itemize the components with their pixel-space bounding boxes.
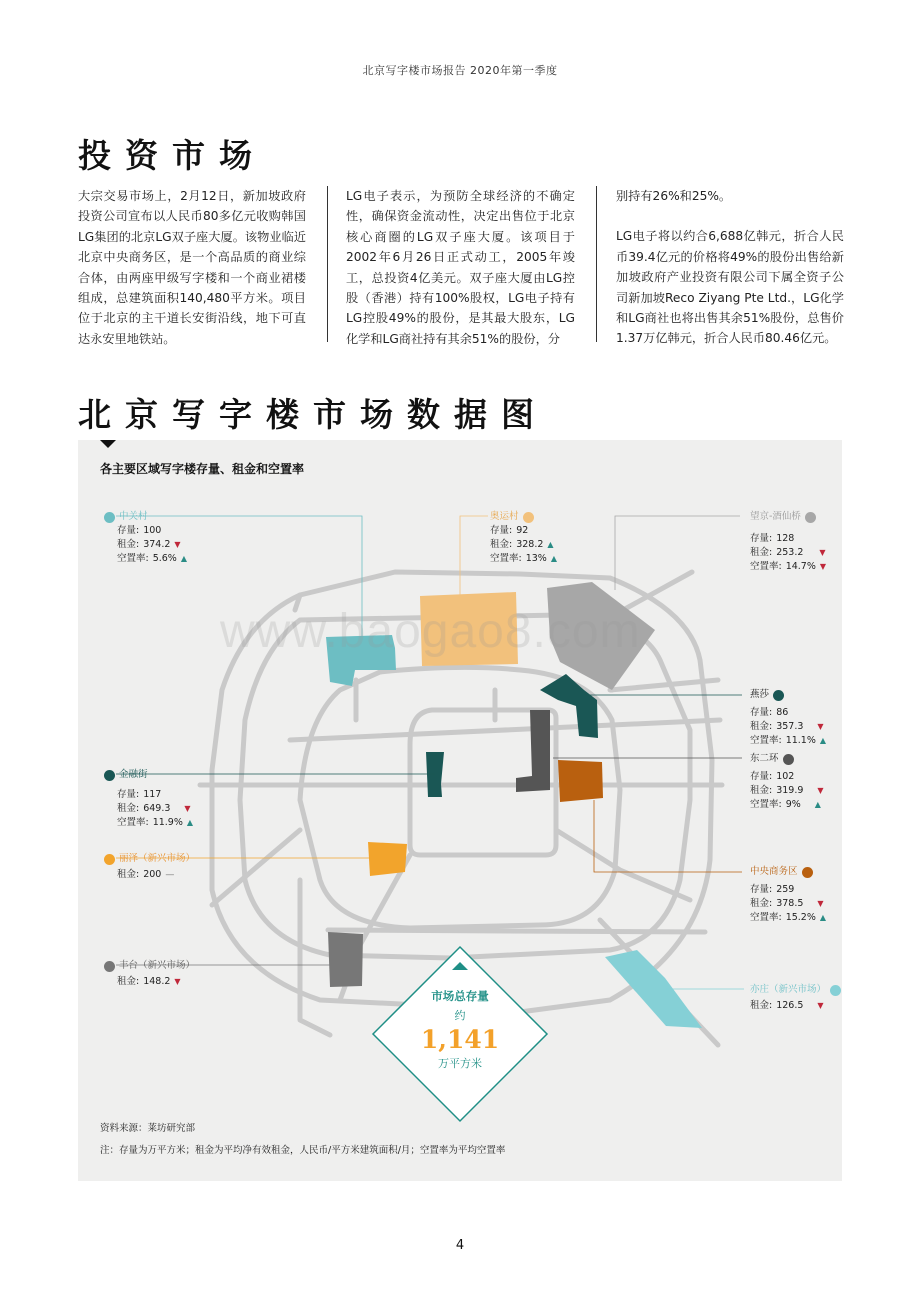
rent-value: 357.3 [776, 721, 804, 732]
dot-icon [830, 985, 841, 996]
rent-value: 253.2 [776, 547, 804, 558]
trend-down-icon: ▼ [817, 1001, 824, 1010]
rent-value: 200 [143, 869, 162, 880]
vacancy-value: 11.1% [785, 735, 816, 746]
district-name: 金融街 [119, 769, 148, 780]
stock-label: 存量: [117, 525, 140, 536]
total-title: 市场总存量 [431, 989, 489, 1003]
rent-label: 租金: [490, 539, 513, 550]
paragraph-text: 大宗交易市场上，2月12日，新加坡政府投资公司宣布以人民币80多亿元收购韩国LG集团的北京LG双子座大厦。该物业临近北京中央商务区，是一个高品质的商业综合体，由两座甲级写字楼和一个商业裙楼组成，总建筑面积140,480平方米。项目位于北京的主干道长安街沿线，地下可直达永安里地铁站。 [78, 189, 306, 346]
vacancy-value: 11.9% [152, 817, 183, 828]
dot-icon [104, 961, 115, 972]
trend-down-icon: ▼ [184, 804, 191, 813]
label-dongerhuan [750, 752, 824, 812]
dot-icon [805, 512, 816, 523]
district-name: 望京-酒仙桥 [750, 511, 801, 522]
dot-icon [104, 854, 115, 865]
dot-icon [523, 512, 534, 523]
label-fengtai [104, 959, 195, 989]
trend-flat-icon: — [165, 870, 175, 880]
trend-down-icon: ▼ [817, 899, 824, 908]
dot-icon [773, 690, 784, 701]
trend-down-icon: ▼ [819, 548, 826, 557]
rent-label: 租金: [750, 547, 773, 558]
rent-label: 租金: [117, 539, 140, 550]
rent-label: 租金: [117, 976, 140, 987]
stock-value: 259 [776, 884, 795, 895]
label-yansha [750, 688, 826, 748]
trend-down-icon: ▼ [817, 722, 824, 731]
stock-label: 存量: [117, 789, 140, 800]
rent-value: 378.5 [776, 898, 804, 909]
map-title: 各主要区域写字楼存量、租金和空置率 [100, 462, 305, 476]
vacancy-label: 空置率: [750, 561, 782, 572]
district-name: 中关村 [119, 511, 148, 522]
trend-down-icon: ▼ [819, 562, 827, 571]
district-shape-fengtai [328, 932, 363, 987]
district-name: 丰台（新兴市场） [119, 960, 196, 971]
stock-value: 117 [143, 789, 162, 800]
trend-up-icon: ▲ [819, 736, 827, 745]
dot-icon [783, 754, 794, 765]
district-name: 奥运村 [490, 511, 519, 522]
vacancy-label: 空置率: [750, 799, 782, 810]
stock-label: 存量: [750, 771, 773, 782]
district-name: 东二环 [750, 753, 779, 764]
rent-value: 319.9 [776, 785, 804, 796]
label-aoyuncun [490, 510, 557, 566]
trend-up-icon: ▲ [814, 800, 821, 809]
label-lize [104, 852, 195, 882]
total-value: 1,141 [420, 1025, 500, 1054]
paragraph-text: LG电子将以约合6,688亿韩元，折合人民币39.4亿元的价格将49%的股份出售给新加坡政府产业投资有限公司下属全资子公司新加坡Reco Ziyang Pte Ltd.，LG化学和LG商社也将出售其余51%股份，总售价1.37万亿韩元，折合人民币80.46亿元。 [616, 229, 844, 346]
trend-down-icon: ▼ [817, 786, 824, 795]
paragraph-text: 别持有26%和25%。 [616, 189, 732, 203]
trend-up-icon: ▲ [180, 554, 187, 563]
district-name: 亦庄（新兴市场） [750, 984, 827, 995]
rent-value: 328.2 [516, 539, 544, 550]
dot-icon [104, 770, 115, 781]
trend-up-icon: ▲ [186, 818, 194, 827]
district-name: 丽泽（新兴市场） [119, 853, 196, 864]
dot-icon [104, 512, 115, 523]
rent-value: 374.2 [143, 539, 171, 550]
section-title-investment: 投资市场 [78, 136, 266, 175]
vacancy-label: 空置率: [117, 817, 149, 828]
stock-value: 86 [776, 707, 789, 718]
trend-up-icon: ▲ [550, 554, 557, 563]
total-unit: 万平方米 [438, 1057, 482, 1070]
rent-label: 租金: [750, 785, 773, 796]
total-approx: 约 [454, 1009, 466, 1022]
dot-icon [802, 867, 813, 878]
label-jinrongjie [104, 768, 193, 830]
stock-label: 存量: [490, 525, 513, 536]
label-wangjing [750, 510, 826, 574]
stock-value: 100 [143, 525, 162, 536]
label-cbd [750, 865, 826, 925]
district-shape-dongerhuan [516, 710, 550, 792]
vacancy-value: 13% [525, 553, 547, 564]
rent-label: 租金: [750, 1000, 773, 1011]
trend-down-icon: ▼ [174, 540, 181, 549]
trend-down-icon: ▼ [174, 977, 181, 986]
rent-label: 租金: [750, 898, 773, 909]
rent-label: 租金: [117, 869, 140, 880]
vacancy-label: 空置率: [750, 735, 782, 746]
label-zhongguancun [104, 510, 187, 566]
rent-label: 租金: [750, 721, 773, 732]
rent-value: 649.3 [143, 803, 171, 814]
report-header: 北京写字楼市场报告 2020年第一季度 [362, 64, 558, 77]
total-stock [373, 988, 547, 1071]
district-name: 中央商务区 [750, 866, 798, 877]
vacancy-value: 9% [785, 799, 801, 810]
rent-value: 148.2 [143, 976, 171, 987]
section-title-market-map: 北京写字楼市场数据图 [78, 395, 548, 434]
stock-value: 102 [776, 771, 795, 782]
footnote: 注：存量为万平方米；租金为平均净有效租金，人民币/平方米建筑面积/月；空置率为平均空置率 [100, 1145, 506, 1156]
trend-up-icon: ▲ [547, 540, 554, 549]
district-name: 燕莎 [750, 689, 770, 700]
stock-label: 存量: [750, 533, 773, 544]
stock-label: 存量: [750, 884, 773, 895]
vacancy-label: 空置率: [117, 553, 149, 564]
stock-label: 存量: [750, 707, 773, 718]
vacancy-value: 5.6% [152, 553, 177, 564]
stock-value: 92 [516, 525, 529, 536]
rent-value: 126.5 [776, 1000, 804, 1011]
district-shape-lize [368, 842, 407, 876]
paragraph-text: LG电子表示，为预防全球经济的不确定性，确保资金流动性，决定出售位于北京核心商圈的LG双子座大厦。该项目于2002年6月26日正式动工，2005年竣工，总投资4亿美元。双子座大厦由LG控股（香港）持有100%股权，LG电子持有LG控股49%的股份，是其最大股东，LG化学和LG商社持有其余51%的股份，分 [346, 189, 575, 346]
watermark: www.baogao8.com [220, 605, 641, 658]
vacancy-value: 14.7% [785, 561, 816, 572]
vacancy-label: 空置率: [750, 912, 782, 923]
page-number: 4 [455, 1238, 465, 1253]
vacancy-label: 空置率: [490, 553, 522, 564]
district-shape-cbd [558, 760, 603, 802]
data-source: 资料来源：莱坊研究部 [100, 1123, 196, 1134]
label-yizhuang [750, 983, 841, 1013]
panel-pointer-icon [100, 440, 116, 448]
trend-up-icon: ▲ [819, 913, 827, 922]
stock-value: 128 [776, 533, 795, 544]
district-shape-jinrongjie [426, 752, 444, 797]
vacancy-value: 15.2% [785, 912, 816, 923]
rent-label: 租金: [117, 803, 140, 814]
